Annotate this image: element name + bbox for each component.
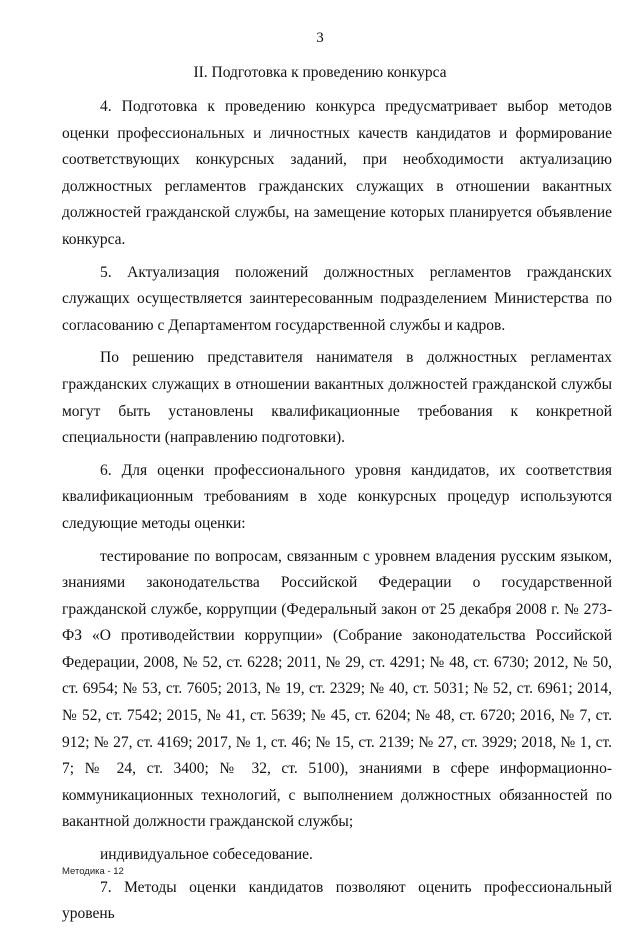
method-testing: тестирование по вопросам, связанным с уровнем владения русским языком, знаниями законодательства Российской Федерации о государственной гражданской службе, коррупции (Федеральный закон от 25 декабря 2008 г. № 273-ФЗ «О противодействии коррупции» (Собрание законодательства Российской Федерации, 2008, № 52, ст. 6228; 2011, № 29, ст. 4291; № 48, ст. 6730; 2012, № 50, ст. 6954; № 53, ст. 7605; 2013, № 19, ст. 2329; № 40, ст. 5031; № 52, ст. 6961; 2014, № 52, ст. 7542; 2015, № 41, ст. 5639; № 45, ст. 6204; № 48, ст. 6720; 2016, № 7, ст. 912; № 27, ст. 4169; 2017, № 1, ст. 46; № 15, ст. 2139; № 27, ст. 3929; 2018, № 1, ст. 7; № 24, ст. 3400; № 32, ст. 5100), знаниями в сфере информационно-коммуникационных технологий, с выполнением должностных обязанностей по вакантной должности гражданской службы; xyxy=(62,547,612,831)
paragraph-6: 6. Для оценки профессионального уровня кандидатов, их соответствия квалификационным требованиям в ходе конкурсных процедур используются следующие методы оценки: xyxy=(62,461,612,532)
section-title: II. Подготовка к проведению конкурса xyxy=(193,64,447,81)
document-body xyxy=(62,94,612,934)
paragraph-4: 4. Подготовка к проведению конкурса предусматривает выбор методов оценки профессиональных и личностных качеств кандидатов и формирование соответствующих конкурсных заданий, при необходимости актуализацию должностных регламентов гражданских служащих в отношении вакантных должностей гражданской службы, на замещение которых планируется объявление конкурса. xyxy=(62,98,612,248)
paragraph-7: 7. Методы оценки кандидатов позволяют оценить профессиональный уровень xyxy=(62,878,612,923)
page-number: 3 xyxy=(316,30,324,46)
paragraph-5: 5. Актуализация положений должностных регламентов гражданских служащих осуществляется заинтересованным подразделением Министерства по согласованию с Департаментом государственной службы и кадров. xyxy=(62,263,612,334)
method-interview: индивидуальное собеседование. xyxy=(100,846,313,864)
paragraph-employer-decision: По решению представителя нанимателя в должностных регламентах гражданских служащих в отношении вакантных должностей гражданской службы могут быть установлены квалификационные требования к конкретной специальности (направлению подготовки). xyxy=(62,349,612,447)
footer-label: Методика - 12 xyxy=(62,866,124,877)
